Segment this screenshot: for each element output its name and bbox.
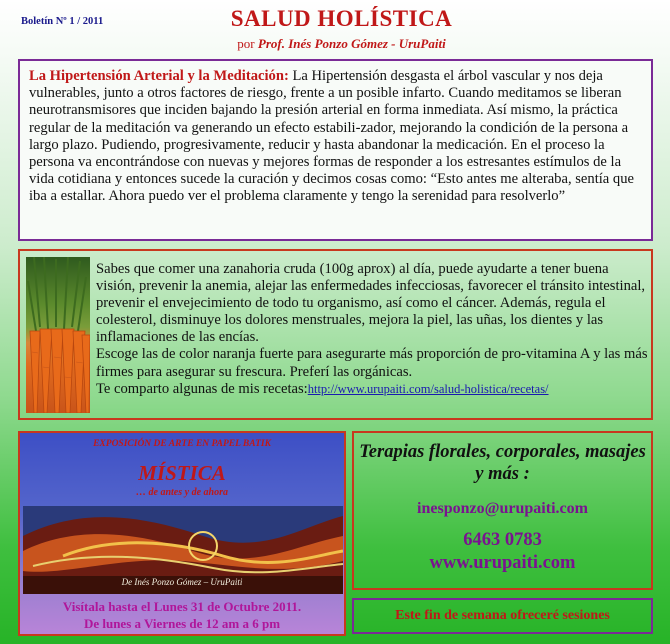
recipes-link[interactable]: http://www.urupaiti.com/salud-holistica/recetas/ (307, 381, 549, 396)
visit-dates: Visítala hasta el Lunes 31 de Octubre 2011. (62, 599, 302, 614)
byline-prefix: por (237, 36, 258, 51)
article-heading: La Hipertensión Arterial y la Meditación: (29, 68, 289, 84)
notice-text: Este fin de semana ofreceré sesiones (395, 608, 610, 623)
carrot-tips: Escoge las de color naranja fuerte para asegurarte más proporción de pro-vitamina A y las más firmes para asegurar su frescura. Preferí las orgánicas. (96, 346, 648, 380)
article-body: La Hipertensión desgasta el árbol vascular y nos deja vulnerables, junto a otros factores de riesgo, frente a un posible infarto. Cuando meditamos se liberan neurotransmisores que inciden bajando la presión arterial en forma inmediata. Así mismo, la práctica regular de la meditación va generando un efecto estabili-zador, mejorando la condición de la persona a largo plazo. Pudiendo, progresivamente, reducir y hasta abandonar la medicación. En el proceso la persona va encontrándose con nuevas y mejores formas de responder a los estresantes estímulos de la vida cotidiana y entonces sucede la curación y decimos cosas como: “Esto antes me alteraba, sentía que iba a estallar. Ahora puedo ver el problema claramente y tengo la serenidad para resolverlo” (29, 68, 635, 205)
carrot-article-text (96, 261, 648, 398)
exhibition-tagline: … de antes y de ahora (136, 487, 228, 498)
exhibition-title: MÍSTICA (138, 461, 226, 485)
author-name: Prof. Inés Ponzo Gómez - UruPaiti (257, 36, 446, 51)
recipes-prefix: Te comparto algunas de mis recetas: (96, 380, 308, 397)
exhibition-subtitle: EXPOSICIÓN DE ARTE EN PAPEL BATIK (93, 439, 271, 449)
contact-phone: 6463 0783 (463, 530, 542, 550)
newsletter-title: SALUD HOLÍSTICA (230, 6, 453, 31)
contact-website[interactable]: www.urupaiti.com (429, 553, 576, 573)
artist-credit: De Inés Ponzo Gómez – UruPaiti (121, 577, 243, 587)
weekend-sessions-notice (352, 598, 653, 634)
carrots-image (26, 257, 90, 413)
carrot-benefits: Sabes que comer una zanahoria cruda (100g aprox) al día, puede ayudarte a tener buena visión, prevenir la anemia, alejar las enfermedades infecciosas, favorecer el tránsito intestinal, prevenir el envejecimiento de todo tu organismo, así como el cáncer. Además, regula el colesterol, disminuye los dolores menstruales, mejora la piel, las uñas, los dientes y las inflamaciones de las encías. (96, 261, 646, 346)
hypertension-article (18, 59, 653, 241)
contact-panel (352, 431, 653, 590)
byline (0, 36, 670, 52)
art-exhibition-panel (18, 431, 346, 636)
therapies-heading: Terapias florales, corporales, masajes y más : (359, 442, 646, 484)
visit-hours: De lunes a Viernes de 12 am a 6 pm (83, 616, 281, 631)
bulletin-number: Boletín Nº 1 / 2011 (21, 16, 104, 27)
contact-email[interactable]: inesponzo@urupaiti.com (417, 500, 588, 517)
carrot-article (18, 249, 653, 420)
